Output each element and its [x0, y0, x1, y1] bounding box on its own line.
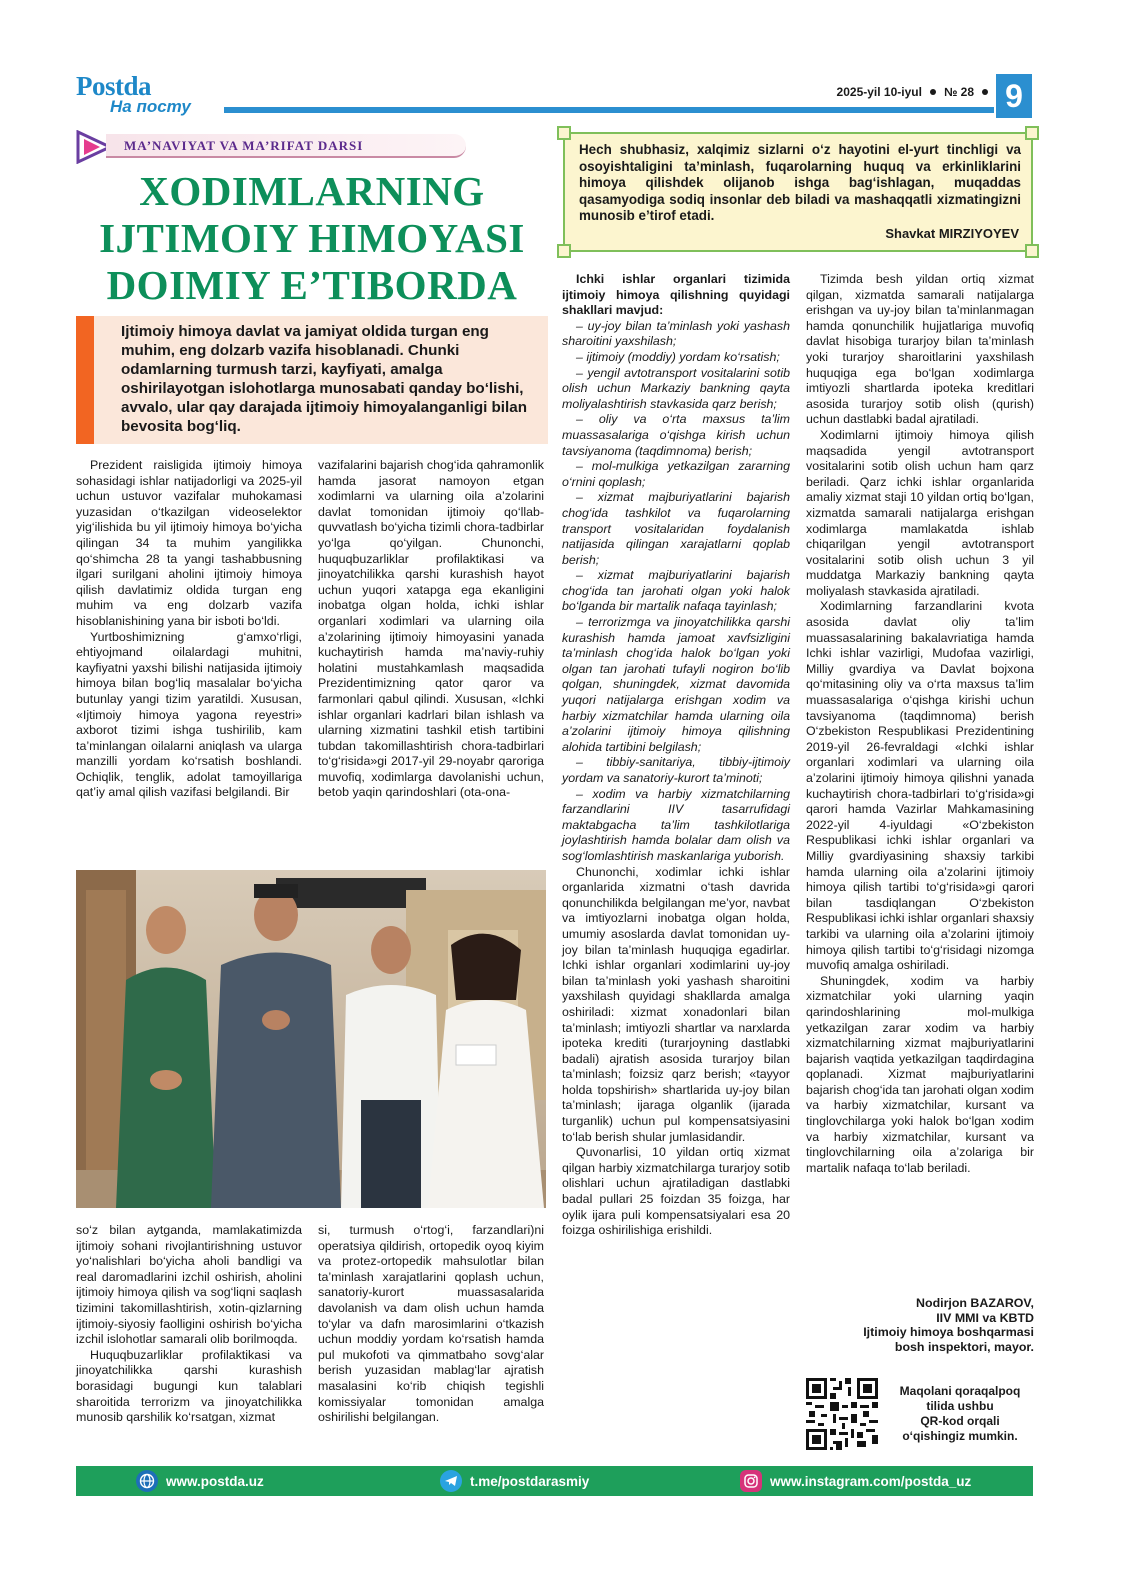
article-column-4: [806, 272, 1034, 1176]
list-item: – oliy va o‘rta maxsus ta’lim muassasalariga o‘qishga kirish uchun tavsiyanoma (taqdimnoma) berish;: [562, 412, 790, 458]
paragraph: Xodimlarni ijtimoiy himoya qilish maqsadida yengil avtotransport vositalarini sotib olish uchun ham qarz beriladi. Qarz ichki ishlar organlarida amaliy xizmat staji 10 yildan ortiq bo‘lgan, xizmatda samarali natijalarga erishgan xodimlarga mamlakatda ishlab chiqarilgan yengil avtotransport vositalarini sotib olish uchun 3 yil muddatga Markaziy bankning qayta moliyalash stavkasida ajratiladi.: [806, 427, 1034, 598]
article-photo: [76, 870, 546, 1208]
footer-bar: [76, 1466, 1033, 1496]
paragraph: Yurtboshimizning g‘amxo‘rligi, ehtiyojmand oilalardagi muhitni, kayfiyatni yaxshi bilishi natijasida ijtimoiy himoya bilan bog‘liq masalalar bo‘yicha butunlay yangi tizim yaratildi. Xususan, «Ijtimoiy himoya yagona reyestri» axborot tizimi ishga tushirilib, kam ta’minlangan oilalarni aniqlash va ularga manzilli yordam ko‘rsatish boshlandi. Ochiqlik, tenglik, adolat tamoyillariga qat’iy amal qilish vazifasi belgilandi. Bir: [76, 629, 302, 800]
list-item: – ijtimoiy (moddiy) yordam ko‘rsatish;: [576, 349, 780, 364]
corner-ornament: [1025, 244, 1039, 258]
paragraph: Tizimda besh yildan ortiq xizmat qilgan, xizmatda samarali natijalarga erishgan va uy-joy bilan ta’minlanmagan hamda qonunchilik hujjatlariga muvofiq davlat hisobiga turarjoy bilan ta’minlash yoki turarjoy sharoitlarini yaxshilash huquqiga ega bo‘lgan xodimlarga imtiyozli shartlarda ipoteka kreditlari asosida turarjoy sotib olish (qurish) uchun dastlabki badal ajratiladi.: [806, 272, 1034, 427]
article-column-1-top: [76, 458, 302, 801]
instagram-icon: [740, 1470, 762, 1492]
title-line: XODIMLARNING: [139, 168, 485, 214]
list-item: – tibbiy-sanitariya, tibbiy-ijtimoiy yordam va sanatoriy-kurort ta’minoti;: [562, 755, 790, 785]
issue-info: [820, 83, 988, 101]
qr-caption-line: o‘qishingiz mumkin.: [902, 1429, 1018, 1443]
title-line: DOIMIY E’TIBORDA: [106, 262, 518, 308]
list-item: – uy-joy bilan ta’minlash yoki yashash sharoitini yaxshilash;: [562, 318, 790, 349]
instagram-text: www.instagram.com/postda_uz: [770, 1473, 972, 1489]
list-item: – terrorizmga va jinoyatchilikka qarshi kurashish hamda jamoat xavfsizligini ta’minlash chog‘ida halok bo‘lgan yoki olgan tan jarohati tufayli nogiron bo‘lib qolgan, shuningdek, xizmat davomida yuqori natijalarga erishgan xodim va harbiy xizmatchilar hamda ularning oila a’zolarini ijtimoiy himoya qilishning alohida tartibini belgilash;: [562, 615, 790, 754]
corner-ornament: [557, 126, 571, 140]
issue-date: 2025-yil 10-iyul: [836, 85, 922, 99]
qr-caption-line: Maqolani qoraqalpoq: [899, 1384, 1021, 1398]
author-signature: [806, 1296, 1034, 1354]
list-item: – xodim va harbiy xizmatchilarning farzandlarini IIV tasarrufidagi maktabgacha ta’lim tashkilotlariga joylashtirish hamda bolalar dam olish va sog‘lomlashtirish maskanlariga yuborish.: [562, 786, 790, 863]
signature-line: Ijtimoiy himoya boshqarmasi: [863, 1325, 1034, 1340]
title-line: IJTIMOIY HIMOYASI: [99, 215, 525, 261]
photo-illustration: [76, 870, 546, 1208]
qr-caption-line: QR-kod orqali: [920, 1414, 1000, 1428]
article-column-2-top: [318, 458, 544, 801]
paragraph: Xodimlarning farzandlarini kvota asosida davlat oliy ta’lim muassasalarining bakalavriatiga hamda Ichki ishlar vazirligi, Mudofaa vazirligi, Milliy gvardiya va Davlat bojxona qo‘mitasining oliy va o‘rta maxsus ta’lim muassasalariga o‘qishga kirishi uchun tavsiyanoma (taqdimnoma) berish O‘zbekiston Respublikasi Prezidentining 2019-yil 26-fevraldagi «Ichki ishlar organlari xodimlari va ularning oila a’zolarini ijtimoiy himoya qilishni yanada kuchaytirish chora-tadbirlari to‘g‘risida»gi qarori hamda Vazirlar Mahkamasining 2022-yil 4-iyuldagi «O‘zbekiston Respublikasi ichki ishlar organlari va Milliy gvardiyasining shaxsiy tarkibi hamda ularning oila a’zolarini ijtimoiy himoya qilish tartibi to‘g‘risida»gi qarori bilan tasdiqlangan O‘zbekiston Respublikasi ichki ishlar organlari shaxsiy tarkibi va ularning oila a’zolarini ijtimoiy himoya qilish tartibi to‘g‘risidagi nizomga muvofiq amalga oshiriladi.: [806, 599, 1034, 973]
footer-telegram-link[interactable]: [440, 1466, 589, 1496]
bullet-icon: [982, 89, 988, 95]
paragraph: vazifalarini bajarish chog‘ida qahramonlik hamda jasorat namoyon etgan xodimlarni va ularning oila a’zolarini davlat tomonidan ijtimoiy qo‘llab-quvvatlash bo‘yicha tizimli chora-tadbirlar yo‘lga qo‘yilgan. Chunonchi, huquqbuzarliklar profilaktikasi va jinoyatchilikka qarshi kurashish hayot uchun yuqori xataрga ega ekanligini inobatga olgan holda, ichki ishlar organlari xodimlari va ularning oila a’zolarining ijtimoiy himoyasini yanada kuchaytirish hamda ma’naviy-ruhiy holatini mustahkamlash maqsadida Prezidentimizning qator qaror va farmonlari qabul qilindi. Xususan, «Ichki ishlar organlari kadrlari bilan ishlash va ularning xizmatini tashkil etish tartibini tubdan takomillashtirish chora-tadbirlari to‘g‘risida»gi 2017-yil 29-noyabr qaroriga muvofiq, xodimlarga davolanishi uchun, betob yaqin qarindoshlari (ota-ona-: [318, 458, 544, 800]
article-column-3: [562, 272, 790, 1239]
rubric-label: MA’NAVIYAT VA MA’RIFAT DARSI: [124, 138, 364, 153]
qr-caption-line: tilida ushbu: [926, 1399, 994, 1413]
paragraph: Huquqbuzarliklar profilaktikasi va jinoyatchilikka qarshi kurashish borasidagi bugungi kun talablari sharoitida terrorizm va jinoyatchilikka munosib qarshilik ko‘rsatgan, xizmat: [76, 1347, 302, 1425]
signature-line: Nodirjon BAZAROV,: [916, 1296, 1034, 1310]
quote-author: Shavkat MIRZIYOYEV: [885, 226, 1019, 241]
article-column-2-bottom: [318, 1223, 544, 1426]
paragraph: so‘z bilan aytganda, mamlakatimizda ijtimoiy sohani rivojlantirishning ustuvor yo‘nalishlari bo‘yicha aholi bandligi va real daromadlarini izchil oshirish, aholini ijtimoiy himoya qilish va sog‘liqni saqlash tizimini takomillashtirish, xotin-qizlarning ijtimoiy-siyosiy faolligini oshirish bo‘yicha izchil islohotlar samarali olib borilmoqda.: [76, 1223, 302, 1347]
paragraph: Prezident raisligida ijtimoiy himoya sohasidagi ishlar natijadorligi va 2025-yil uchun ustuvor vazifalar muhokamasi yuzasidan o‘tkazilgan videoselektor yig‘ilishida bu yil ijtimoiy himoya bo‘yicha qilingan 34 ta muhim yangilikka qo‘shimcha 28 ta yangi tashabbusning ilgari surilgani aholini ijtimoiy himoya qilish davlatimiz oldida turgan eng muhim va eng dolzarb vazifa hisoblanishining yana bir isboti bo‘ldi.: [76, 458, 302, 628]
website-text: www.postda.uz: [166, 1473, 264, 1489]
corner-ornament: [557, 244, 571, 258]
list-item: – yengil avtotransport vositalarini sotib olish uchun Markaziy bankning qayta moliyalashtirish stavkasida qarz berish;: [562, 365, 790, 411]
list-item: – mol-mulkiga yetkazilgan zararning o‘rnini qoplash;: [562, 459, 790, 489]
telegram-text: t.me/postdarasmiy: [470, 1473, 590, 1489]
lead-box: [76, 316, 548, 444]
lead-text: Ijtimoiy himoya davlat va jamiyat oldida turgan eng muhim, eng dolzarb vazifa hisoblanadi. Chunki odamlarning turmush tarzi, kayfiyati, amalga oshirilayotgan islohotlarga munosabati qanday bo‘lishi, avvalo, ular qay darajada ijtimoiy himoyalanganligi bilan bevosita bog‘liq.: [121, 323, 527, 435]
quote-box: [563, 132, 1033, 252]
bullet-icon: [930, 89, 936, 95]
globe-icon: [136, 1470, 158, 1492]
footer-instagram-link[interactable]: [740, 1466, 971, 1496]
logo-bottom-text: На посту: [110, 97, 191, 116]
signature-line: bosh inspektori, mayor.: [894, 1339, 1034, 1354]
rubric: [76, 130, 466, 164]
qr-code[interactable]: [806, 1378, 878, 1450]
header-rule: [224, 107, 994, 113]
list-item: – xizmat majburiyatlarini bajarish chog‘ida tan jarohati olgan yoki halok bo‘lganda bir martalik nafaqa tayinlash;: [562, 568, 790, 614]
paragraph: Quvonarlisi, 10 yildan ortiq xizmat qilgan harbiy xizmatchilarga turarjoy sotib olishlari uchun ajratiladigan dastlabki badal pullari 25 foizdan 35 foizga, har oylik ijara puli kompensatsiyalari esa 20 foizga oshirilishiga erishildi.: [562, 1145, 790, 1238]
issue-number: № 28: [943, 85, 974, 99]
paragraph: si, turmush o‘rtog‘i, farzandlari)ni operatsiya qildirish, ortopedik oyoq kiyim va protez-ortopedik mahsulotlar bilan ta’minlash xarajatlarini qoplash uchun, sanatoriy-kurort muassasalarida davolanish va dam olish uchun hamda to‘ylar va dafn marosimlarini o‘tkazish uchun moddiy yordam ko‘rsatish hamda pul mukofoti va qimmatbaho sovg‘alar berish yuzasidan mablag‘lar ajratish masalasini ko‘rib chiqish tegishli komissiyalar tomonidan amalga oshirilishi belgilangan.: [318, 1223, 544, 1425]
qr-code-icon: [806, 1378, 878, 1450]
list-item: – xizmat majburiyatlarini bajarish chog‘ida tashkilot va fuqarolarning transport vositalaridan foydalanish natijasida qilingan xarajatlarni qoplab berish;: [562, 490, 790, 567]
page-number: 9: [996, 74, 1032, 118]
list-intro: Ichki ishlar organlari tizimida ijtimoiy himoya qilishning quyidagi shakllari mavjud:: [562, 272, 790, 318]
paragraph: Chunonchi, xodimlar ichki ishlar organlarida xizmatni o‘tash davrida qonunchilikda belgilangan me’yor, navbat va imtiyozlarni inobatga olgan holda, umumiy asoslarda davlat tomonidan uy-joy bilan ta’minlash huquqiga egadirlar. Ichki ishlar organlari xodimlarini uy-joy bilan ta’minlash yoki yashash sharoitini yaxshilash quyidagi shakllarda amalga oshiriladi: xizmat xonadonlari bilan ta’minlash; imtiyozli shartlar va narxlarda ipoteka krediti (turarjoyning dastlabki badali) ajratish asosida turarjoy bilan ta’minlash; foizsiz qarz berish; «tayyor holda topshirish» shartlarida uy-joy bilan ta’minlash; ijaraga olganlik (ijarada turganlik) uchun pul kompensatsiyasini to‘lab berish shular jumlasidandir.: [562, 864, 790, 1144]
logo-top-text: Postda: [76, 71, 152, 101]
newspaper-logo: [76, 71, 206, 118]
article-column-1-bottom: [76, 1223, 302, 1426]
corner-ornament: [1025, 126, 1039, 140]
lead-accent-stripe: [76, 316, 94, 444]
signature-line: IIV MMI va KBTD: [936, 1310, 1034, 1325]
paragraph: Shuningdek, xodim va harbiy xizmatchilar yoki ularning yaqin qarindoshlarining mol-mulkiga yetkazilgan zarar xodim va harbiy xizmatchilarning xizmat majburiyatlarini bajarish vaqtida yetkazilgan taqdirdagina qoplanadi. Xizmat majburiyatlarini bajarish chog‘ida tan jarohati olgan xodim va harbiy xizmatchilar, kursant va tinglovchilarga yoki halok bo‘lgan xodim va harbiy xizmatchilar, kursant va tinglovchilarning oila a’zolariga bir martalik nafaqa to‘lab beriladi.: [806, 973, 1034, 1175]
article-title: [76, 168, 548, 309]
qr-caption: [884, 1384, 1036, 1444]
quote-text: Hech shubhasiz, xalqimiz sizlarni o‘z hayotini el-yurt tinchligi va osoyishtaligini ta’minlash, fuqarolarning huquq va erkinliklarini himoya qilishdek olijanob ishga bag‘ishlagan, muqaddas qasamyodiga sodiq insonlar deb biladi va mashaqqatli xizmatingizni munosib e’tirof etadi.: [579, 142, 1021, 223]
telegram-icon: [440, 1470, 462, 1492]
footer-website-link[interactable]: [136, 1466, 264, 1496]
